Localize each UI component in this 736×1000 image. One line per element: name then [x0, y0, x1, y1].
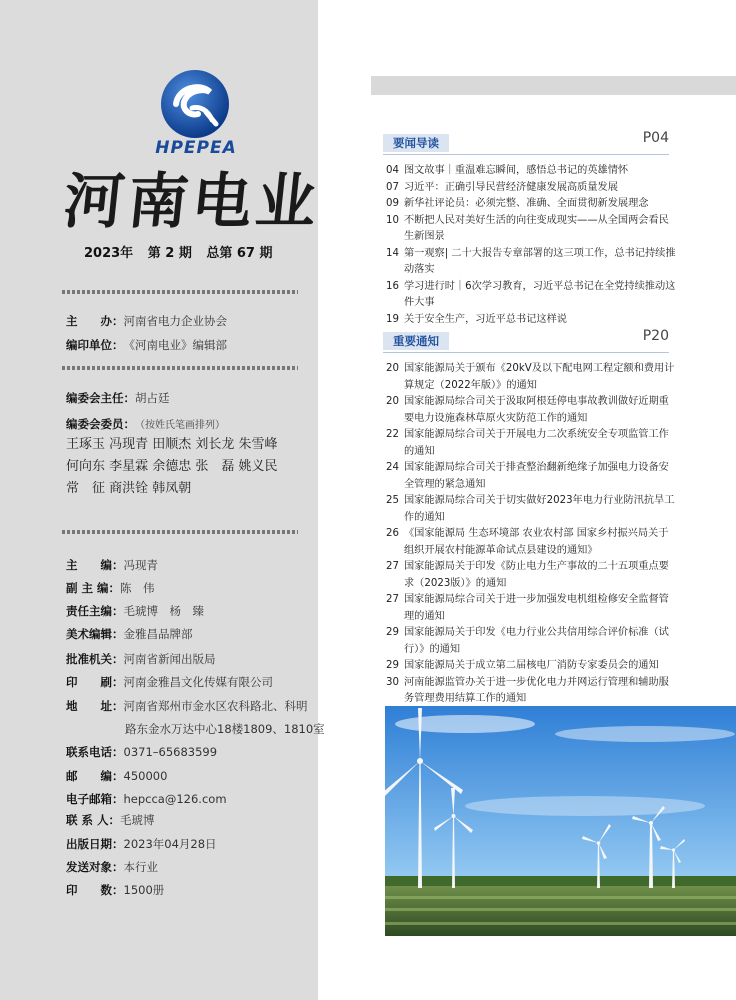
info-label: 编委会委员：	[66, 417, 135, 431]
members-row: 常 征 商洪铨 韩凤朝	[66, 481, 192, 496]
toc-page: 27	[386, 594, 399, 605]
info-label: 出版日期：	[66, 837, 124, 851]
toc-item[interactable]	[386, 625, 676, 658]
toc-item[interactable]	[386, 279, 676, 312]
section-page: P20	[642, 328, 669, 344]
section-header-notices	[383, 328, 669, 350]
toc-text: 不断把人民对美好生活的向往变成现实——从全国两会看民生新图景	[404, 214, 669, 242]
toc-page: 04	[386, 165, 399, 176]
toc-item[interactable]	[386, 163, 676, 180]
toc-page: 22	[386, 429, 399, 440]
toc-text: 国家能源局关于成立第二届核电厂消防专家委员会的通知	[404, 660, 659, 671]
toc-text: 国家能源局关于颁布《20kV及以下配电网工程定额和费用计算规定（2022年版）》的通知	[404, 363, 675, 391]
logo-text: HPEPEA	[155, 138, 237, 158]
info-host	[66, 313, 227, 329]
info-value: 本行业	[123, 860, 158, 874]
info-value: 河南省新闻出版局	[123, 652, 216, 666]
toc-page: 27	[386, 561, 399, 572]
issue-number: 第 2 期	[147, 246, 192, 261]
toc-item[interactable]	[386, 493, 676, 526]
toc-text: 《国家能源局 生态环境部 农业农村部 国家乡村振兴局关于组织开展农村能源革命试点县建设的通知》	[404, 528, 669, 556]
toc-item[interactable]	[386, 394, 676, 427]
toc-item[interactable]	[386, 559, 676, 592]
toc-text: 国家能源局关于印发《防止电力生产事故的二十五项重点要求（2023版）》的通知	[404, 561, 669, 589]
toc-text: 国家能源局关于印发《电力行业公共信用综合评价标准（试行）》的通知	[404, 627, 669, 655]
toc-page: 14	[386, 247, 399, 259]
toc-page: 09	[386, 198, 399, 209]
toc-text: 学习进行时｜6次学习教育，习近平总书记在全党持续推动这件大事	[404, 280, 676, 308]
toc-item[interactable]	[386, 526, 676, 559]
info-value: 《河南电业》编辑部	[123, 338, 227, 352]
info-label: 主 编：	[66, 558, 124, 572]
info-value: 河南省电力企业协会	[123, 314, 227, 328]
section-underline	[383, 352, 669, 353]
toc-item[interactable]	[386, 180, 676, 197]
members-row: 王琢玉 冯现青 田顺杰 刘长龙 朱雪峰	[66, 437, 278, 452]
info-value: 0371–65683599	[123, 745, 218, 759]
info-label: 地 址：	[66, 699, 124, 713]
toc-text: 国家能源局综合司关于汲取阿根廷停电事故教训做好近期重要电力设施森林草原火灾防范工作的通知	[404, 396, 669, 424]
toc-item[interactable]	[386, 246, 676, 279]
toc-text: 国家能源局综合司关于排查整治翻新绝缘子加强电力设备安全管理的紧急通知	[404, 462, 669, 490]
toc-item[interactable]	[386, 312, 676, 329]
toc-item[interactable]	[386, 592, 676, 625]
toc-page: 29	[386, 627, 399, 638]
toc-item[interactable]	[386, 675, 676, 708]
toc-page: 26	[386, 528, 399, 539]
info-value: 450000	[123, 769, 168, 783]
info-value: 金雅昌品牌部	[123, 627, 193, 641]
toc-text: 图文故事｜重温难忘瞬间，感悟总书记的英雄情怀	[404, 165, 629, 176]
toc-text: 国家能源局综合司关于切实做好2023年电力行业防汛抗旱工作的通知	[404, 495, 675, 523]
info-label: 电子邮箱：	[66, 792, 124, 806]
toc-text: 关于安全生产，习近平总书记这样说	[404, 313, 567, 325]
members-note: （按姓氏笔画排列）	[135, 420, 225, 431]
magazine-title: 河南电业	[60, 167, 324, 237]
issue-total: 总第 67 期	[206, 246, 273, 261]
divider	[62, 366, 298, 370]
sidebar-panel	[0, 0, 325, 1000]
issue-year: 2023年	[84, 246, 134, 261]
toc-page: 20	[386, 363, 399, 374]
info-value: 路东金水万达中心18楼1809、1810室	[125, 722, 325, 736]
info-label: 责任主编：	[66, 604, 124, 618]
committee-members-heading	[66, 416, 225, 432]
toc-item[interactable]	[386, 361, 676, 394]
info-value: 河南金雅昌文化传媒有限公司	[123, 675, 273, 689]
info-label: 批准机关：	[66, 652, 124, 666]
section-underline	[383, 154, 669, 155]
info-label: 编印单位：	[66, 338, 124, 352]
wind-farm-photo	[385, 706, 736, 936]
info-value: 冯现青	[123, 558, 158, 572]
info-label: 印 刷：	[66, 675, 124, 689]
toc-page: 20	[386, 396, 399, 407]
top-decor-bar	[371, 76, 736, 95]
email-value: hepcca@126.com	[123, 792, 227, 806]
toc-page: 07	[386, 181, 399, 193]
info-value: 毛琥博	[120, 813, 155, 827]
info-label: 联系电话：	[66, 745, 124, 759]
info-label: 联 系 人：	[66, 813, 121, 827]
toc-notices	[386, 361, 676, 708]
toc-page: 24	[386, 462, 399, 473]
toc-page: 29	[386, 660, 399, 671]
info-label: 邮 编：	[66, 769, 124, 783]
toc-text: 国家能源局综合司关于开展电力二次系统安全专项监管工作的通知	[404, 429, 669, 457]
toc-text: 河南能源监管办关于进一步优化电力并网运行管理和辅助服务管理费用结算工作的通知	[404, 676, 669, 704]
toc-page: 16	[386, 280, 399, 292]
info-label: 发送对象：	[66, 860, 124, 874]
divider	[62, 290, 298, 294]
toc-item[interactable]	[386, 460, 676, 493]
info-label: 主 办：	[66, 314, 124, 328]
toc-text: 国家能源局综合司关于进一步加强发电机组检修安全监督管理的通知	[404, 594, 669, 622]
issue-info	[84, 242, 283, 261]
toc-page: 10	[386, 214, 399, 226]
section-title: 重要通知	[383, 332, 449, 350]
section-header-news	[383, 130, 669, 152]
info-value: 胡占廷	[135, 391, 170, 405]
info-value: 河南省郑州市金水区农科路北、科明	[123, 699, 308, 713]
members-row: 何向东 李星霖 余德忠 张 磊 姚义民	[66, 459, 278, 474]
toc-text: 第一观察| 二十大报告专章部署的这三项工作，总书记持续推动落实	[404, 247, 676, 275]
toc-item[interactable]	[386, 196, 676, 213]
info-value: 毛琥博 杨 臻	[123, 604, 204, 618]
toc-page: 19	[386, 313, 399, 325]
toc-text: 习近平：正确引导民营经济健康发展高质量发展	[404, 181, 618, 193]
toc-item[interactable]	[386, 213, 676, 246]
committee-members-list	[66, 434, 278, 500]
divider	[62, 530, 298, 534]
info-value: 1500册	[123, 883, 165, 897]
toc-page: 25	[386, 495, 399, 506]
info-label: 编委会主任：	[66, 391, 135, 405]
section-page: P04	[642, 130, 669, 146]
toc-page: 30	[386, 676, 399, 688]
info-value: 2023年04月28日	[123, 837, 217, 851]
info-value: 陈 伟	[120, 581, 155, 595]
info-label: 印 数：	[66, 883, 124, 897]
committee-director	[66, 390, 170, 406]
toc-news	[386, 163, 676, 328]
info-label: 副 主 编：	[66, 581, 121, 595]
section-title: 要闻导读	[383, 134, 449, 152]
info-editor-unit	[66, 337, 227, 353]
toc-item[interactable]	[386, 427, 676, 460]
info-label: 美术编辑：	[66, 627, 124, 641]
toc-item[interactable]	[386, 658, 676, 675]
toc-text: 新华社评论员：必须完整、准确、全面贯彻新发展理念	[404, 198, 649, 209]
